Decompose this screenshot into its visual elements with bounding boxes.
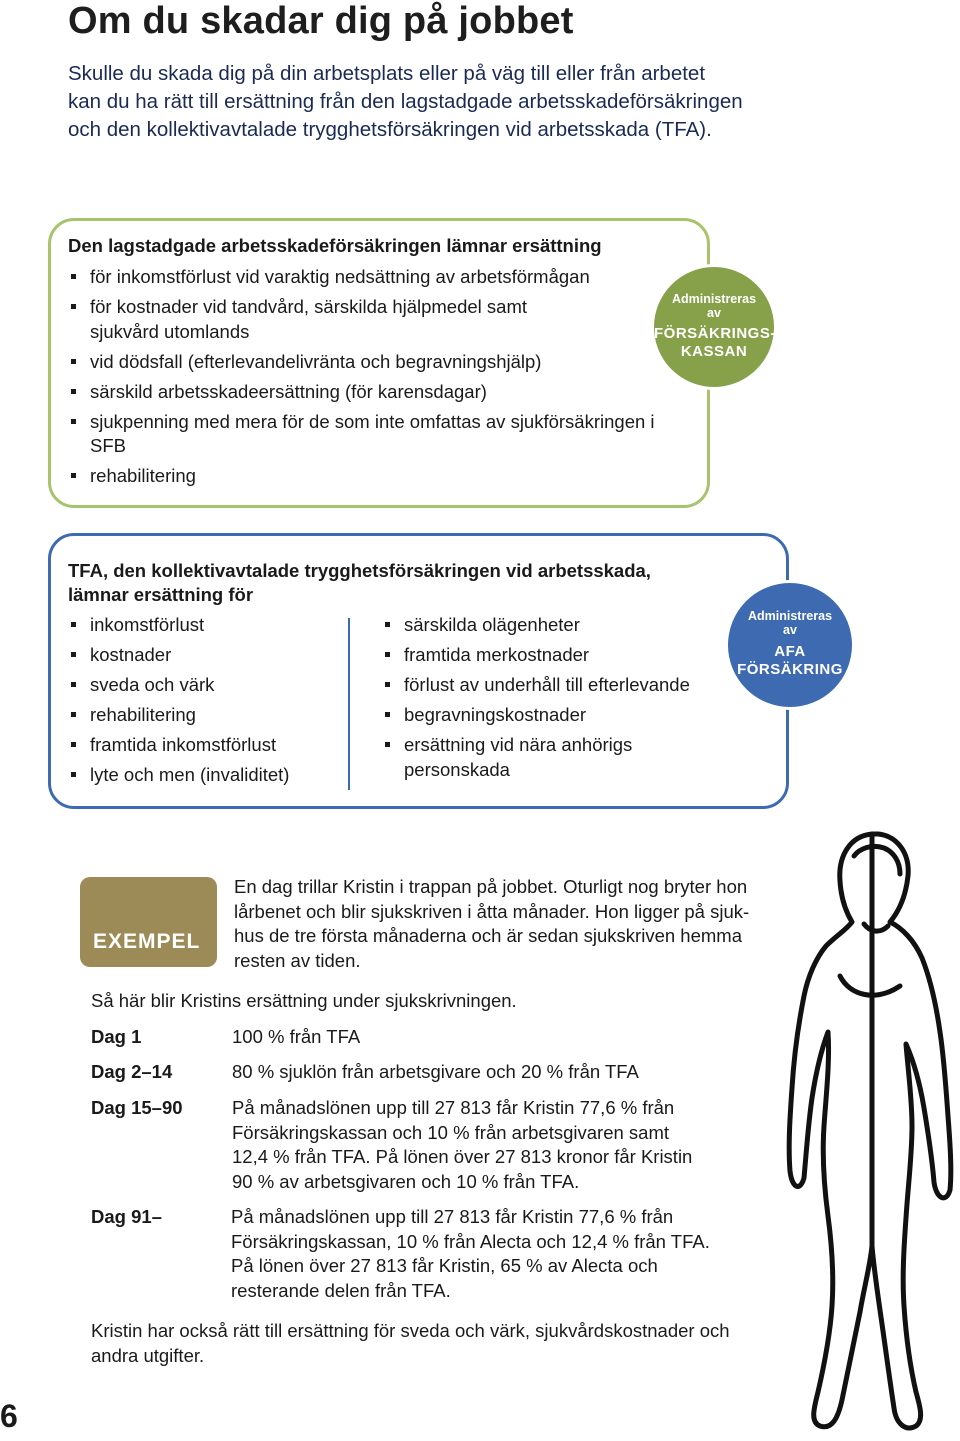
story-line: En dag trillar Kristin i trappan på jobbet. Oturligt nog bryter hon: [234, 876, 748, 897]
day-line: resterande delen från TFA.: [231, 1279, 451, 1301]
story-line: hus de tre första månaderna och är sedan sjukskriven hemma: [234, 925, 742, 946]
list-item: rehabilitering: [68, 703, 338, 728]
page-title: Om du skadar dig på jobbet: [68, 0, 574, 42]
example-badge: EXEMPEL: [80, 877, 217, 967]
list-item: för inkomstförlust vid varaktig nedsättning av arbetsförmågan: [68, 265, 678, 290]
intro-line: och den kollektivavtalade trygghetsförsäkringen vid arbetsskada (TFA).: [68, 118, 712, 141]
tfa-list-left: [68, 613, 338, 788]
list-item: för kostnader vid tandvård, särskilda hjälpmedel samt sjukvård utomlands: [68, 295, 560, 344]
example-lead: Så här blir Kristins ersättning under sjukskrivningen.: [91, 990, 517, 1011]
day-description: [232, 1060, 639, 1085]
admin-org: FÖRSÄKRING: [737, 661, 843, 678]
list-item: kostnader: [68, 643, 338, 668]
statutory-list: [68, 265, 678, 489]
intro-line: kan du ha rätt till ersättning från den lagstadgade arbetsskadeförsäkringen: [68, 90, 743, 113]
story-line: lårbenet och blir sjukskriven i åtta månader. Hon ligger på sjuk-: [234, 900, 750, 922]
list-item: vid dödsfall (efterlevandelivränta och begravningshjälp): [68, 350, 678, 375]
column-divider: [348, 618, 350, 790]
day-line: På månadslönen upp till 27 813 får Kristin 77,6 % från: [231, 1206, 674, 1227]
list-item: framtida inkomstförlust: [68, 733, 338, 758]
list-item: ersättning vid nära anhörigs personskada: [382, 733, 674, 782]
list-item: sjukpenning med mera för de som inte omfattas av sjukförsäkringen i SFB: [68, 410, 680, 459]
admin-label: Administreras: [747, 609, 833, 623]
story-line: resten av tiden.: [234, 949, 361, 971]
day-label: Dag 15–90: [91, 1097, 183, 1118]
admin-afa-badge: [725, 580, 855, 710]
closing-line: andra utgifter.: [91, 1344, 205, 1366]
list-item: sveda och värk: [68, 673, 338, 698]
day-line: På lönen över 27 813 får Kristin, 65 % av Alecta och: [231, 1255, 658, 1276]
intro-line: Skulle du skada dig på din arbetsplats eller på väg till eller från arbetet: [68, 62, 706, 85]
day-label: Dag 1: [91, 1026, 142, 1047]
day-line: 90 % av arbetsgivaren och 10 % från TFA.: [232, 1170, 580, 1192]
tfa-heading: [68, 559, 651, 607]
admin-org: FÖRSÄKRINGS-: [654, 325, 776, 342]
list-item: framtida merkostnader: [382, 643, 712, 668]
closing-line: Kristin har också rätt till ersättning för sveda och värk, sjukvårdskostnader och: [91, 1320, 730, 1341]
day-line: På månadslönen upp till 27 813 får Kristin 77,6 % från: [232, 1097, 675, 1118]
list-item: rehabilitering: [68, 464, 678, 489]
example-closing: [91, 1319, 791, 1368]
list-item: särskild arbetsskadeersättning (för karensdagar): [68, 380, 678, 405]
admin-org: AFA: [774, 643, 806, 660]
day-line: Försäkringskassan, 10 % från Alecta och 12,4 % från TFA.: [231, 1230, 710, 1252]
list-item: begravningskostnader: [382, 703, 712, 728]
list-item: förlust av underhåll till efterlevande: [382, 673, 712, 698]
day-description: [231, 1205, 791, 1303]
day-description: [232, 1025, 360, 1050]
day-line: 100 % från TFA: [232, 1026, 361, 1047]
statutory-heading: Den lagstadgade arbetsskadeförsäkringen lämnar ersättning: [68, 235, 602, 256]
admin-label: Administreras: [671, 292, 757, 306]
example-story: [234, 875, 794, 973]
list-item: särskilda olägenheter: [382, 613, 712, 638]
tfa-list-right: [382, 613, 712, 782]
list-item: lyte och men (invaliditet): [68, 763, 338, 788]
woman-silhouette-illustration: [780, 826, 960, 1441]
intro-paragraph: [68, 60, 828, 144]
day-line: 80 % sjuklön från arbetsgivare och 20 % från TFA: [232, 1061, 639, 1082]
day-label: Dag 91–: [91, 1206, 162, 1227]
day-line: 12,4 % från TFA. På lönen över 27 813 kronor får Kristin: [232, 1146, 693, 1167]
page-number: 6: [0, 1398, 18, 1434]
admin-label: av: [783, 623, 797, 637]
day-description: [232, 1096, 792, 1194]
day-label: Dag 2–14: [91, 1061, 173, 1082]
admin-label: av: [707, 306, 721, 320]
tfa-heading-line: lämnar ersättning för: [68, 584, 254, 605]
tfa-heading-line: TFA, den kollektivavtalade trygghetsförsäkringen vid arbetsskada,: [68, 560, 651, 581]
list-item: inkomstförlust: [68, 613, 338, 638]
admin-org: KASSAN: [680, 343, 748, 360]
admin-forsakringskassan-badge: [651, 264, 777, 390]
day-line: Försäkringskassan och 10 % från arbetsgivaren samt: [232, 1121, 670, 1143]
